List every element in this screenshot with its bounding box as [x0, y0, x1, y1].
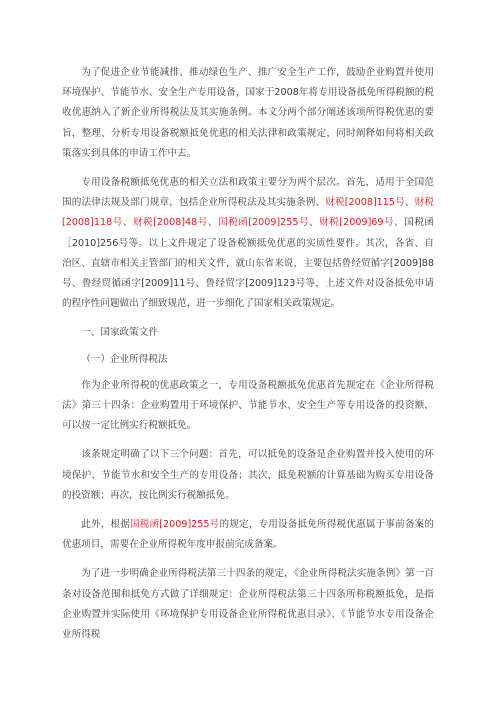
paragraph-implementation-rules	[62, 564, 434, 645]
paragraph-article-34	[62, 376, 434, 437]
subsection-heading-income-tax-law	[62, 350, 434, 370]
policy-reference-link[interactable]: 国税函[2009]255号	[217, 217, 310, 229]
text-segment: （一）企业所得税法	[81, 353, 168, 365]
policy-reference-link[interactable]: 财税[2008]115号	[325, 197, 405, 209]
document-body	[62, 63, 434, 654]
policy-reference-link[interactable]: 财税[2008]48号	[132, 217, 208, 229]
text-segment: 作为企业所得税的优惠政策之一，专用设备税额抵免优惠首先规定在《企业所得税法》第三十四条：企业购置用于环境保护、节能节水、安全生产等专用设备的投资额，可以按一定比例实行税额抵免。	[62, 379, 434, 432]
text-segment: 、	[207, 217, 218, 229]
text-segment: 为了进一步明确企业所得税法第三十四条的规定，《企业所得税法实施条例》第一百条对设备范围和抵免方式做了详细规定：企业所得税法第三十四条所称税额抵免，是指企业购置并实际使用《环境保护专用设备企业所得税优惠目录》、《节能节水专用设备企业所得税	[62, 568, 434, 641]
text-segment: 此外，根据	[81, 519, 130, 531]
text-segment: 的规定，专用设备抵免所得税优惠属于事前备案的优惠项目，需要在企业所得税年度申报前完成备案。	[62, 519, 435, 551]
text-segment: 一、国家政策文件	[81, 327, 158, 339]
paragraph-intro	[62, 63, 434, 164]
text-segment: 专用设备税额抵免优惠的相关立法和政策主要分为两个层次。首先，适用于全国范围的法律法规及部门规章，包括企业所得税法及其实施条例、	[62, 177, 434, 209]
text-segment: 、国税函［2010]256号等。以上文件规定了设备税额抵免优惠的实质性要件。其次，各省、自治区、直辖市相关主管部门的相关文件，就山东省来说，主要包括鲁经贸循字[2009]88号、鲁经贸循函字[2009]11号、鲁经贸字[2009]123号等，上述文件对设备抵免申请的程序性问题做出了细致规范，进一步细化了国家相关政策规定。	[62, 217, 435, 310]
paragraph-three-issues	[62, 445, 434, 506]
text-segment: 该条规定明确了以下三个问题：首先，可以抵免的设备是企业购置并投入使用的环境保护、节能节水和安全生产的专用设备；其次，抵免税额的计算基础为购买专用设备的投资额；再次，按比例实行税额抵免。	[62, 449, 434, 501]
text-segment: 、	[404, 197, 415, 209]
policy-reference-link[interactable]: 财税[2008]118号	[62, 197, 435, 229]
policy-reference-link[interactable]: 国税函[2009]255号	[130, 519, 220, 531]
paragraph-policy-levels	[62, 173, 434, 314]
paragraph-filing	[62, 515, 434, 555]
text-segment: 、	[309, 217, 320, 229]
policy-reference-link[interactable]: 财税[2009]69号	[319, 217, 395, 229]
text-segment: 为了促进企业节能减排、推动绿色生产、推广安全生产工作，鼓励企业购置并使用环境保护、节能节水、安全生产专用设备，国家于2008年将专用设备抵免所得税额的税收优惠纳入了新企业所得税法及其实施条例。本文分两个部分阐述该项所得税优惠的要旨，整理、分析专用设备税额抵免优惠的相关法律和政策规定，同时阐释如何将相关政策落实到具体的申请工作中去。	[62, 67, 434, 159]
text-segment: 、	[122, 217, 133, 229]
section-heading-national-policy	[62, 323, 434, 343]
